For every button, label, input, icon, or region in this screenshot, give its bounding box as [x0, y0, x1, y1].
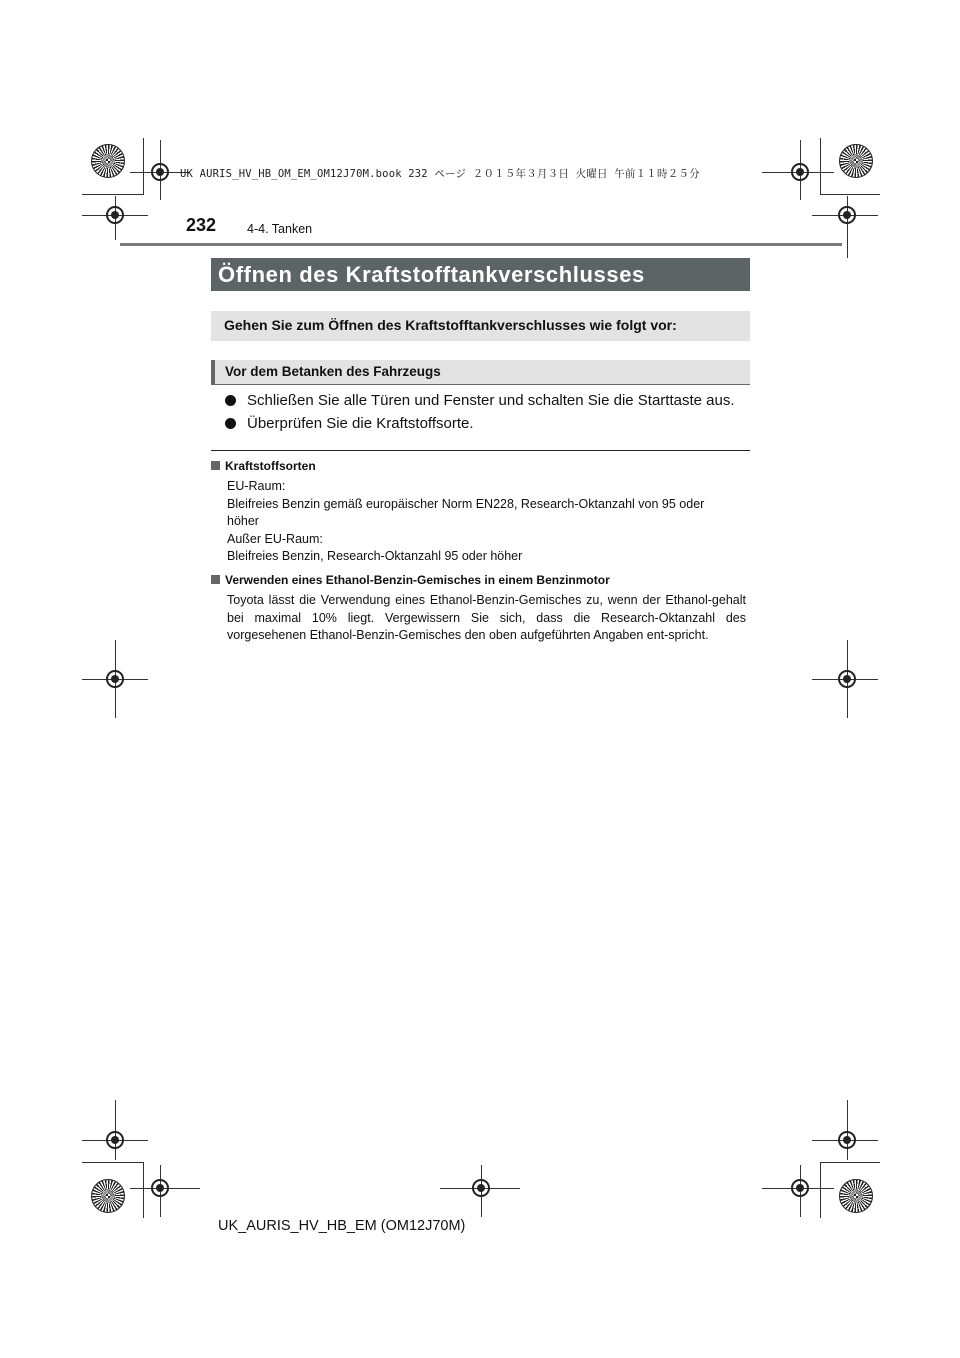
- crosshair-icon: [785, 157, 815, 187]
- crosshair-icon: [466, 1173, 496, 1203]
- section-reference: 4-4. Tanken: [247, 222, 313, 236]
- note-paragraph: Toyota lässt die Verwendung eines Ethanol-Benzin-Gemisches zu, wenn der Ethanol-gehalt bei maximal 10% liegt. Vergewissern Sie sich, dass die Research-Oktanzahl des vorgesehenen Ethanol-Benzin-Gemisches den oben aufgeführten Angaben ent-spricht.: [227, 593, 746, 642]
- crosshair-icon: [832, 1125, 862, 1155]
- bullet-text: Schließen Sie alle Türen und Fenster und schalten Sie die Starttaste aus.: [247, 392, 735, 409]
- bullet-item: [225, 392, 735, 409]
- note-line: Bleifreies Benzin, Research-Oktanzahl 95 oder höher: [227, 549, 523, 563]
- registration-mark-icon: [91, 1179, 125, 1213]
- note-line: EU-Raum:: [227, 479, 286, 493]
- crosshair-icon: [145, 1173, 175, 1203]
- note-heading: [211, 573, 610, 587]
- crosshair-icon: [100, 1125, 130, 1155]
- subsection-rule: [211, 384, 750, 385]
- crosshair-icon: [100, 200, 130, 230]
- intro-text: Gehen Sie zum Öffnen des Kraftstofftankverschlusses wie folgt vor:: [224, 317, 677, 333]
- note-line: höher: [227, 514, 259, 528]
- header-rule: [120, 243, 842, 246]
- square-bullet-icon: [211, 575, 220, 584]
- crosshair-icon: [832, 664, 862, 694]
- crosshair-icon: [785, 1173, 815, 1203]
- registration-mark-icon: [91, 144, 125, 178]
- page-number: 232: [186, 215, 217, 235]
- registration-mark-icon: [839, 1179, 873, 1213]
- bullet-item: [225, 415, 474, 432]
- note-line: Außer EU-Raum:: [227, 531, 323, 546]
- footer-code: UK_AURIS_HV_HB_EM (OM12J70M): [218, 1218, 466, 1234]
- page-title: Öffnen des Kraftstofftankverschlusses: [218, 262, 645, 287]
- print-stamp: UK AURIS_HV_HB_OM_EM_OM12J70M.book 232 ページ ２０１５年３月３日 火曜日 午前１１時２５分: [180, 168, 700, 180]
- registration-mark-icon: [839, 144, 873, 178]
- crosshair-icon: [832, 200, 862, 230]
- crosshair-icon: [100, 664, 130, 694]
- bullet-dot-icon: [225, 395, 236, 406]
- square-bullet-icon: [211, 461, 220, 470]
- note-line: Bleifreies Benzin gemäß europäischer Norm EN228, Research-Oktanzahl von 95 oder: [227, 496, 705, 511]
- section-separator: [211, 450, 750, 451]
- subsection-heading: Vor dem Betanken des Fahrzeugs: [225, 364, 441, 379]
- note-body: [227, 478, 746, 566]
- note-heading: [211, 459, 316, 473]
- note-heading-text: Kraftstoffsorten: [225, 459, 316, 473]
- crosshair-icon: [145, 157, 175, 187]
- note-heading-text: Verwenden eines Ethanol-Benzin-Gemisches in einem Benzinmotor: [225, 573, 610, 587]
- page-title-bar: [211, 258, 750, 291]
- subsection-heading-bar: [211, 360, 750, 384]
- intro-box: [211, 311, 750, 341]
- bullet-text: Überprüfen Sie die Kraftstoffsorte.: [247, 415, 474, 432]
- bullet-dot-icon: [225, 418, 236, 429]
